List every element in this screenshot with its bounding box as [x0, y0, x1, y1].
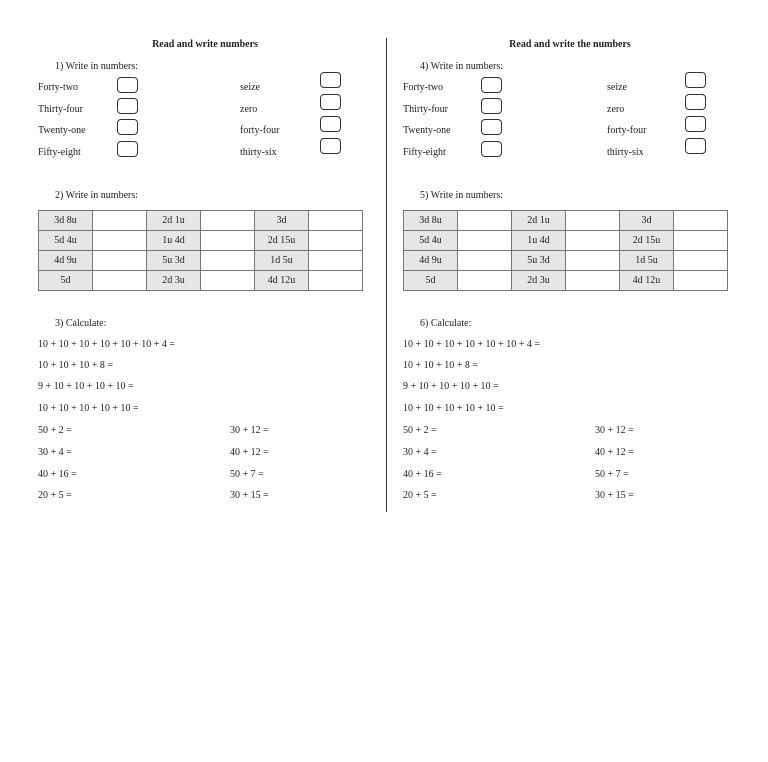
answer-box[interactable] [117, 119, 138, 135]
answer-cell[interactable] [566, 251, 620, 271]
word-label: Twenty-one [38, 125, 86, 136]
table-cell: 4d 9u [39, 251, 93, 271]
table-cell: 5d 4u [404, 231, 458, 251]
calc-expression: 40 + 16 = [38, 469, 77, 480]
calc-expression: 9 + 10 + 10 + 10 + 10 = [403, 381, 499, 392]
calc-expression: 10 + 10 + 10 + 10 + 10 + 10 + 4 = [403, 339, 540, 350]
answer-cell[interactable] [674, 271, 728, 291]
answer-cell[interactable] [309, 271, 363, 291]
table-row [404, 251, 728, 271]
table-cell: 5d [404, 271, 458, 291]
word-label: seize [240, 82, 260, 93]
calc-expression: 20 + 5 = [403, 490, 437, 501]
calc-expression: 40 + 16 = [403, 469, 442, 480]
table-cell: 1d 5u [620, 251, 674, 271]
answer-box[interactable] [685, 116, 706, 132]
section-4-title: 4) Write in numbers: [420, 61, 504, 72]
table-cell: 2d 1u [147, 211, 201, 231]
table-row [404, 231, 728, 251]
table-cell: 2d 3u [512, 271, 566, 291]
place-value-table [403, 210, 728, 291]
section-2-title: 2) Write in numbers: [55, 190, 139, 201]
word-label: forty-four [240, 125, 280, 136]
calc-expression: 10 + 10 + 10 + 10 + 10 + 10 + 4 = [38, 339, 175, 350]
table-row [404, 211, 728, 231]
answer-cell[interactable] [93, 251, 147, 271]
calc-expression: 50 + 7 = [230, 469, 264, 480]
worksheet-title: Read and write numbers [152, 39, 258, 50]
answer-cell[interactable] [201, 271, 255, 291]
table-cell: 5d [39, 271, 93, 291]
answer-box[interactable] [481, 141, 502, 157]
table-cell: 3d 8u [39, 211, 93, 231]
answer-box[interactable] [481, 98, 502, 114]
answer-cell[interactable] [566, 211, 620, 231]
answer-cell[interactable] [309, 251, 363, 271]
answer-cell[interactable] [566, 231, 620, 251]
calc-expression: 50 + 2 = [38, 425, 72, 436]
answer-cell[interactable] [201, 211, 255, 231]
place-value-table [38, 210, 363, 291]
answer-cell[interactable] [93, 271, 147, 291]
table-cell: 4d 12u [620, 271, 674, 291]
calc-expression: 9 + 10 + 10 + 10 + 10 = [38, 381, 134, 392]
answer-box[interactable] [685, 138, 706, 154]
table-cell: 1d 5u [255, 251, 309, 271]
word-label: Forty-two [403, 82, 443, 93]
table-cell: 4d 9u [404, 251, 458, 271]
answer-box[interactable] [320, 94, 341, 110]
calc-expression: 30 + 4 = [38, 447, 72, 458]
word-label: forty-four [607, 125, 647, 136]
word-label: Forty-two [38, 82, 78, 93]
calc-expression: 40 + 12 = [595, 447, 634, 458]
table-cell: 2d 1u [512, 211, 566, 231]
worksheet-title: Read and write the numbers [509, 39, 631, 50]
calc-expression: 20 + 5 = [38, 490, 72, 501]
answer-cell[interactable] [458, 211, 512, 231]
calc-expression: 50 + 7 = [595, 469, 629, 480]
word-label: thirty-six [240, 147, 277, 158]
table-cell: 5u 3d [147, 251, 201, 271]
answer-cell[interactable] [458, 231, 512, 251]
answer-box[interactable] [320, 116, 341, 132]
word-label: Thirty-four [38, 104, 83, 115]
worksheet-right [402, 0, 742, 520]
answer-cell[interactable] [674, 231, 728, 251]
answer-box[interactable] [117, 98, 138, 114]
table-cell: 1u 4d [147, 231, 201, 251]
answer-cell[interactable] [674, 251, 728, 271]
table-cell: 2d 3u [147, 271, 201, 291]
calc-expression: 30 + 4 = [403, 447, 437, 458]
answer-cell[interactable] [566, 271, 620, 291]
table-row [39, 211, 363, 231]
word-label: zero [240, 104, 258, 115]
table-row [404, 271, 728, 291]
section-3-title: 3) Calculate: [55, 318, 107, 329]
calc-expression: 10 + 10 + 10 + 8 = [403, 360, 479, 371]
word-label: thirty-six [607, 147, 644, 158]
calc-expression: 30 + 12 = [230, 425, 269, 436]
calc-expression: 50 + 2 = [403, 425, 437, 436]
answer-cell[interactable] [201, 251, 255, 271]
answer-box[interactable] [117, 77, 138, 93]
table-cell: 5d 4u [39, 231, 93, 251]
table-cell: 1u 4d [512, 231, 566, 251]
calc-expression: 30 + 15 = [230, 490, 269, 501]
answer-box[interactable] [481, 77, 502, 93]
answer-cell[interactable] [458, 271, 512, 291]
table-row [39, 231, 363, 251]
word-label: Fifty-eight [38, 147, 81, 158]
answer-cell[interactable] [458, 251, 512, 271]
word-label: Thirty-four [403, 104, 448, 115]
word-label: zero [607, 104, 625, 115]
table-cell: 4d 12u [255, 271, 309, 291]
table-row [39, 251, 363, 271]
calc-expression: 10 + 10 + 10 + 8 = [38, 360, 114, 371]
section-6-title: 6) Calculate: [420, 318, 472, 329]
answer-cell[interactable] [93, 231, 147, 251]
answer-cell[interactable] [201, 231, 255, 251]
table-row [39, 271, 363, 291]
calc-expression: 30 + 12 = [595, 425, 634, 436]
answer-box[interactable] [481, 119, 502, 135]
table-cell: 5u 3d [512, 251, 566, 271]
word-label: Fifty-eight [403, 147, 446, 158]
answer-box[interactable] [320, 138, 341, 154]
section-5-title: 5) Write in numbers: [420, 190, 504, 201]
word-label: seize [607, 82, 627, 93]
calc-expression: 10 + 10 + 10 + 10 + 10 = [38, 403, 139, 414]
answer-box[interactable] [320, 72, 341, 88]
answer-cell[interactable] [93, 211, 147, 231]
calc-expression: 10 + 10 + 10 + 10 + 10 = [403, 403, 504, 414]
answer-cell[interactable] [674, 211, 728, 231]
answer-cell[interactable] [309, 211, 363, 231]
column-divider [386, 38, 387, 512]
answer-box[interactable] [685, 72, 706, 88]
table-cell: 2d 15u [620, 231, 674, 251]
section-1-title: 1) Write in numbers: [55, 61, 139, 72]
word-label: Twenty-one [403, 125, 451, 136]
answer-box[interactable] [685, 94, 706, 110]
table-cell: 3d [255, 211, 309, 231]
calc-expression: 40 + 12 = [230, 447, 269, 458]
table-cell: 3d [620, 211, 674, 231]
table-cell: 2d 15u [255, 231, 309, 251]
table-cell: 3d 8u [404, 211, 458, 231]
answer-cell[interactable] [309, 231, 363, 251]
calc-expression: 30 + 15 = [595, 490, 634, 501]
worksheet-left [37, 0, 377, 520]
answer-box[interactable] [117, 141, 138, 157]
